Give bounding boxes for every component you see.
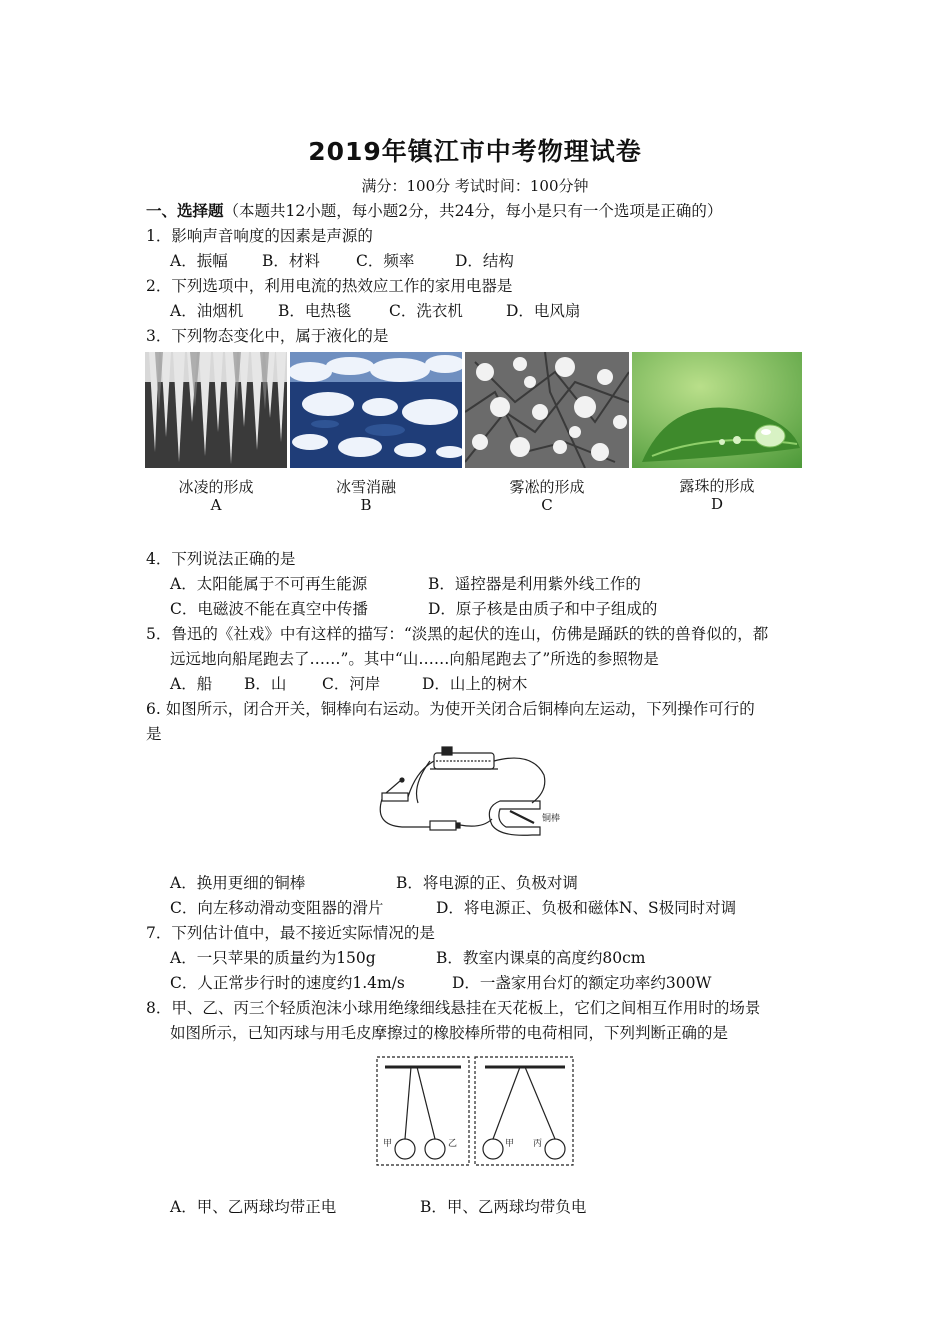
q2-option-a: A．油烟机 [170, 302, 244, 320]
ball-label-jia-right: 甲 [505, 1139, 515, 1149]
question-1-stem: 1．影响声音响度的因素是声源的 [146, 227, 373, 245]
ball-label-bing: 丙 [533, 1139, 543, 1149]
caption-letter-d: D [710, 495, 724, 513]
q5-option-d: D．山上的树木 [422, 675, 528, 693]
ball-label-jia-left: 甲 [383, 1139, 393, 1149]
q7-option-a: A．一只苹果的质量约为150g [170, 949, 376, 967]
q7-option-d: D．一盏家用台灯的额定功率约300W [452, 974, 712, 992]
question-5-stem-cont: 远远地向船尾跑去了……”。其中“山……向船尾跑去了”所选的参照物是 [170, 650, 659, 668]
caption-letter-c: C [541, 496, 553, 514]
q8-option-b: B．甲、乙两球均带负电 [420, 1198, 587, 1216]
q5-option-b: B．山 [244, 675, 287, 693]
caption-letter-a: A [210, 496, 222, 514]
q1-option-a: A．振幅 [170, 252, 228, 270]
page-title: 2019年镇江市中考物理试卷 [308, 137, 642, 166]
charged-balls-diagram [375, 1055, 577, 1169]
image-c-caption [465, 478, 629, 514]
caption-text-b: 冰雪消融 [335, 478, 396, 496]
q4-option-a: A．太阳能属于不可再生能源 [170, 575, 368, 593]
q1-option-b: B．材料 [262, 252, 320, 270]
image-d-caption [632, 477, 802, 513]
q2-option-c: C．洗衣机 [389, 302, 463, 320]
section-note: （本题共12小题，每小题2分，共24分，每小是只有一个选项是正确的） [223, 202, 723, 220]
photo-melting-ice [290, 352, 462, 468]
question-8-stem-cont: 如图所示，已知丙球与用毛皮摩擦过的橡胶棒所带的电荷相同，下列判断正确的是 [170, 1024, 729, 1042]
q4-option-c: C．电磁波不能在真空中传播 [170, 600, 368, 618]
question-6-stem: 6. 如图所示，闭合开关，铜棒向右运动。为使开关闭合后铜棒向左运动，下列操作可行的 [146, 700, 755, 718]
q6-option-d: D．将电源正、负极和磁体N、S极同时对调 [436, 899, 737, 917]
q4-option-d: D．原子核是由质子和中子组成的 [428, 600, 658, 618]
q6-option-a: A．换用更细的铜棒 [170, 874, 306, 892]
q5-option-c: C．河岸 [322, 675, 381, 693]
q2-option-b: B．电热毯 [278, 302, 352, 320]
q5-option-a: A．船 [170, 675, 213, 693]
exam-info: 满分：100分 考试时间：100分钟 [361, 177, 589, 195]
q6-option-c: C．向左移动滑动变阻器的滑片 [170, 899, 384, 917]
question-6-stem-cont: 是 [146, 725, 162, 743]
caption-text-a: 冰凌的形成 [178, 478, 254, 496]
question-8-stem: 8．甲、乙、丙三个轻质泡沫小球用绝缘细线悬挂在天花板上，它们之间相互作用时的场景 [146, 999, 761, 1017]
circuit-diagram [372, 745, 572, 840]
question-3-stem: 3．下列物态变化中，属于液化的是 [146, 327, 389, 345]
q7-option-c: C．人正常步行时的速度约1.4m/s [170, 974, 405, 992]
photo-dewdrop [632, 352, 802, 468]
q1-option-c: C．频率 [356, 252, 415, 270]
ball-label-yi: 乙 [448, 1139, 458, 1149]
image-b-caption [290, 478, 442, 514]
q6-option-b: B．将电源的正、负极对调 [396, 874, 578, 892]
question-7-stem: 7．下列估计值中，最不接近实际情况的是 [146, 924, 435, 942]
caption-letter-b: B [360, 496, 372, 514]
question-5-stem: 5．鲁迅的《社戏》中有这样的描写：“淡黑的起伏的连山，仿佛是踊跃的铁的兽脊似的，都 [146, 625, 769, 643]
photo-rime [465, 352, 629, 468]
q2-option-d: D．电风扇 [506, 302, 581, 320]
image-a-caption [145, 478, 287, 514]
caption-text-d: 露珠的形成 [679, 477, 755, 495]
photo-icicles [145, 352, 287, 468]
q1-option-d: D．结构 [455, 252, 514, 270]
section-heading-line [146, 201, 722, 221]
question-4-stem: 4．下列说法正确的是 [146, 550, 296, 568]
q4-option-b: B．遥控器是利用紫外线工作的 [428, 575, 641, 593]
question-2-stem: 2．下列选项中，利用电流的热效应工作的家用电器是 [146, 277, 513, 295]
caption-text-c: 雾凇的形成 [509, 478, 585, 496]
q7-option-b: B．教室内课桌的高度约80cm [436, 949, 646, 967]
copper-rod-label: 铜棒 [542, 814, 561, 824]
q8-option-a: A．甲、乙两球均带正电 [170, 1198, 337, 1216]
section-heading: 一、选择题 [146, 201, 224, 220]
